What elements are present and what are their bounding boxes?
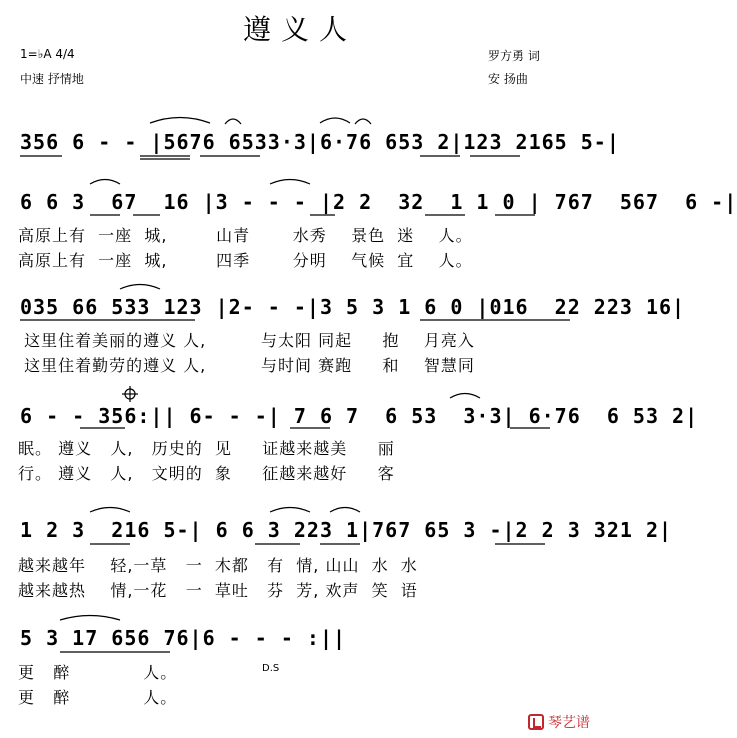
qinyipu-logo-icon [528, 714, 544, 730]
score-row-5: 1 2 3 216 5-| 6 6 3 223 1|767 65 3 -|2 2 3 321 2| [20, 518, 673, 542]
key-signature: 1=♭A 4/4 [20, 47, 75, 61]
lyric-row-2-verse-1: 高原上有 一座 城, 山青 水秀 景色 迷 人。 [18, 226, 473, 245]
score-row-3: 035 66 533 123 |2- - -|3 5 3 1 6 0 |016 22 223 16| [20, 295, 686, 319]
lyric-row-4-verse-2: 行。 遵义 人, 文明的 象 征越来越好 客 [18, 464, 395, 483]
slur-mark [270, 180, 310, 185]
tempo-marking: 中速 抒情地 [20, 72, 84, 86]
slur-mark [90, 508, 130, 513]
fermata-icon [355, 119, 371, 124]
score-row-2: 6 6 3 67 16 |3 - - - |2 2 32 1 1 0 | 767 567 6 -| [20, 190, 737, 214]
slur-mark [90, 180, 120, 185]
score-row-6: 5 3 17 656 76|6 - - - :|| [20, 626, 347, 650]
fermata-icon [225, 119, 241, 124]
slur-mark [320, 118, 350, 123]
lyric-row-6-verse-2: 更 醉 人。 [18, 688, 178, 707]
composer-credit: 安 扬曲 [488, 72, 528, 86]
lyric-row-2-verse-2: 高原上有 一座 城, 四季 分明 气候 宜 人。 [18, 251, 473, 270]
watermark [528, 712, 590, 732]
song-title: 遵义人 [242, 13, 357, 46]
segno-icon [125, 389, 135, 399]
lyric-row-4-verse-1: 眠。 遵义 人, 历史的 见 证越来越美 丽 [18, 439, 395, 458]
lyric-row-5-verse-2: 越来越热 情,一花 一 草吐 芬 芳, 欢声 笑 语 [18, 581, 418, 600]
slur-mark [450, 394, 480, 399]
slur-mark [150, 118, 210, 124]
dal-segno-mark: D.S [262, 663, 280, 674]
lyric-row-3-verse-2: 这里住着勤劳的遵义 人, 与时间 赛跑 和 智慧同 [18, 356, 475, 375]
lyricist-credit: 罗方勇 词 [488, 49, 540, 63]
slur-mark [120, 285, 160, 290]
watermark-text: 琴艺谱 [548, 715, 590, 731]
slur-mark [330, 508, 360, 513]
lyric-row-6-verse-1: 更 醉 人。 [18, 663, 178, 682]
slur-mark [60, 616, 120, 621]
score-row-1: 356 6 - - |5676 6533·3|6·76 653 2|123 2165 5-| [20, 130, 620, 154]
lyric-row-3-verse-1: 这里住着美丽的遵义 人, 与太阳 同起 抱 月亮入 [18, 331, 475, 350]
lyric-row-5-verse-1: 越来越年 轻,一草 一 木都 有 情, 山山 水 水 [18, 556, 418, 575]
score-row-4: 6 - - 356:|| 6- - -| 7 6 7 6 53 3·3| 6·76 6 53 2| [20, 404, 699, 428]
slur-mark [270, 508, 310, 513]
